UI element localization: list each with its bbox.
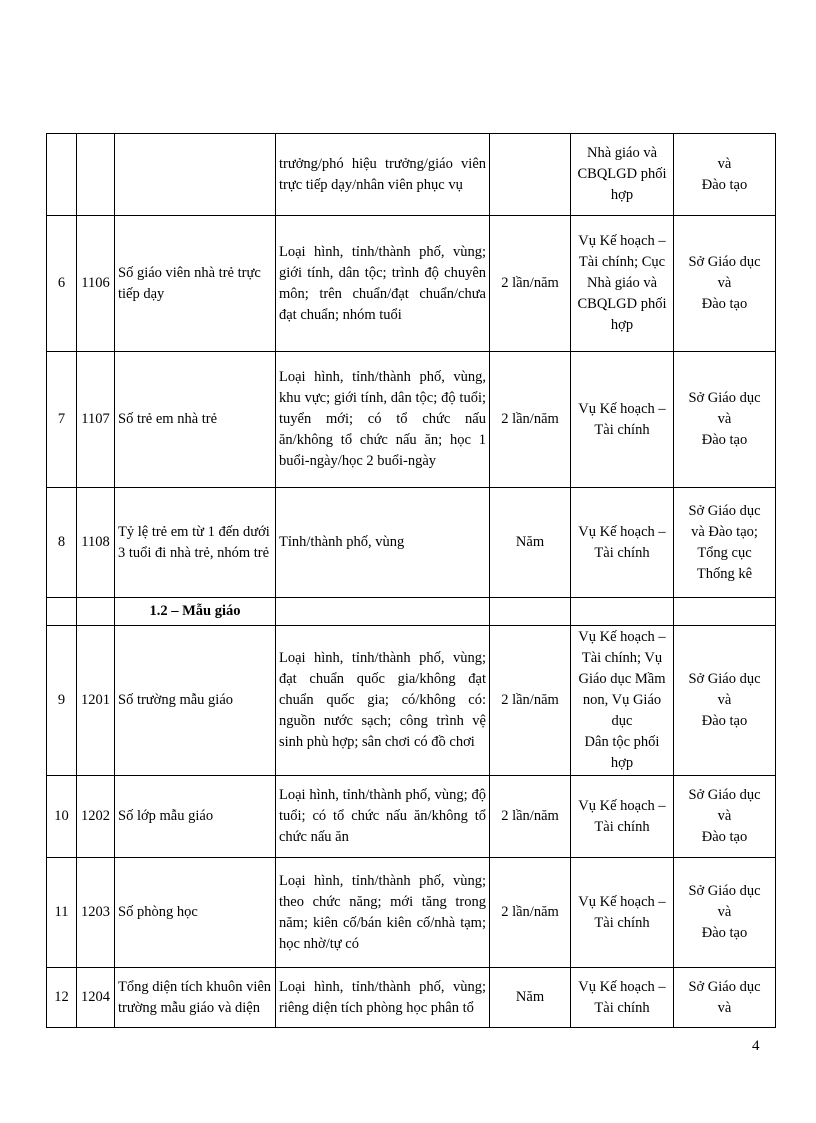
agency-line: Vụ Kế hoạch – bbox=[578, 978, 666, 995]
disaggregation-cell: Loại hình, tỉnh/thành phố, vùng; đạt chuẩn quốc gia/không đạt chuẩn quốc gia; có/không có: nguồn nước sạch; công trình vệ sinh phù hợp; sân chơi có đồ chơi bbox=[276, 626, 490, 776]
local-cell bbox=[674, 216, 776, 352]
local-line: Sở Giáo dục bbox=[688, 502, 761, 519]
disaggregation-cell: trưởng/phó hiệu trưởng/giáo viên trực tiếp dạy/nhân viên phục vụ bbox=[276, 134, 490, 216]
local-line: Sở Giáo dục bbox=[688, 390, 761, 406]
indicator-cell: Số lớp mẫu giáo bbox=[115, 776, 276, 858]
agency-line: Tài chính bbox=[594, 999, 650, 1016]
agency-cell bbox=[571, 858, 674, 968]
agency-line: Tài chính; Vụ bbox=[581, 650, 663, 666]
code-cell: 1202 bbox=[77, 776, 115, 858]
code-cell bbox=[77, 134, 115, 216]
agency-cell bbox=[571, 776, 674, 858]
local-line: Đào tạo bbox=[701, 829, 748, 845]
local-line: Sở Giáo dục bbox=[688, 671, 761, 687]
period-cell: 2 lần/năm bbox=[490, 626, 571, 776]
local-line: và bbox=[717, 275, 732, 291]
local-line: Sở Giáo dục bbox=[688, 787, 761, 803]
stt-cell bbox=[47, 134, 77, 216]
indicator-cell: Số trẻ em nhà trẻ bbox=[115, 352, 276, 488]
indicator-cell: Số giáo viên nhà trẻ trực tiếp dạy bbox=[115, 216, 276, 352]
period-cell: Năm bbox=[490, 488, 571, 598]
code-cell: 1204 bbox=[77, 968, 115, 1028]
agency-line: Vụ Kế hoạch – bbox=[578, 893, 666, 910]
agency-cell bbox=[571, 968, 674, 1028]
local-line: và Đào tạo; bbox=[691, 523, 758, 540]
local-line: và bbox=[717, 808, 732, 824]
local-line: Tổng cục bbox=[697, 544, 752, 561]
indicator-cell bbox=[115, 134, 276, 216]
table-row bbox=[47, 968, 776, 1028]
code-cell: 1107 bbox=[77, 352, 115, 488]
code-cell bbox=[77, 598, 115, 626]
stt-cell bbox=[47, 598, 77, 626]
local-line: và bbox=[717, 155, 732, 172]
agency-line: CBQLGD phối bbox=[577, 296, 667, 312]
stt-cell: 7 bbox=[47, 352, 77, 488]
agency-line: hợp bbox=[610, 317, 634, 333]
local-cell bbox=[674, 488, 776, 598]
table-row bbox=[47, 216, 776, 352]
local-cell bbox=[674, 598, 776, 626]
local-cell bbox=[674, 858, 776, 968]
code-cell: 1203 bbox=[77, 858, 115, 968]
local-cell bbox=[674, 776, 776, 858]
disaggregation-cell bbox=[276, 598, 490, 626]
local-cell bbox=[674, 626, 776, 776]
agency-cell bbox=[571, 626, 674, 776]
page-number: 4 bbox=[752, 1038, 760, 1054]
agency-line: Tài chính; Cục bbox=[578, 254, 666, 270]
agency-line: Tài chính bbox=[594, 544, 650, 561]
agency-line: non, Vụ Giáo dục bbox=[582, 692, 662, 729]
code-cell: 1106 bbox=[77, 216, 115, 352]
agency-cell bbox=[571, 598, 674, 626]
table-row bbox=[47, 488, 776, 598]
agency-line: Tài chính bbox=[594, 421, 650, 438]
disaggregation-cell: Loại hình, tỉnh/thành phố, vùng; riêng diện tích phòng học phân tổ bbox=[276, 968, 490, 1028]
local-line: Đào tạo bbox=[701, 432, 748, 448]
local-line: Sở Giáo dục bbox=[688, 254, 761, 270]
disaggregation-cell: Loại hình, tỉnh/thành phố, vùng; độ tuổi; có tổ chức nấu ăn/không tổ chức nấu ăn bbox=[276, 776, 490, 858]
agency-line: Vụ Kế hoạch – bbox=[578, 629, 666, 645]
agency-cell bbox=[571, 352, 674, 488]
agency-line: Vụ Kế hoạch – bbox=[578, 233, 666, 249]
section-title: 1.2 – Mẫu giáo bbox=[115, 598, 276, 626]
table-body bbox=[47, 134, 776, 1028]
agency-line: Tài chính bbox=[594, 818, 650, 835]
local-line: Sở Giáo dục bbox=[688, 883, 761, 899]
disaggregation-cell: Loại hình, tỉnh/thành phố, vùng; giới tính, dân tộc; trình độ chuyên môn; trên chuẩn/đạt chuẩn/chưa đạt chuẩn; nhóm tuổi bbox=[276, 216, 490, 352]
period-cell bbox=[490, 598, 571, 626]
table-row bbox=[47, 626, 776, 776]
period-cell: 2 lần/năm bbox=[490, 858, 571, 968]
indicator-cell: Tỷ lệ trẻ em từ 1 đến dưới 3 tuổi đi nhà trẻ, nhóm trẻ bbox=[115, 488, 276, 598]
local-line: và bbox=[717, 999, 732, 1016]
statistics-indicator-table bbox=[46, 133, 776, 1028]
local-line: Thống kê bbox=[696, 565, 753, 582]
agency-line: Dân tộc phối hợp bbox=[584, 734, 660, 771]
period-cell: 2 lần/năm bbox=[490, 776, 571, 858]
local-line: Đào tạo bbox=[701, 713, 748, 729]
period-cell: 2 lần/năm bbox=[490, 352, 571, 488]
stt-cell: 8 bbox=[47, 488, 77, 598]
local-cell bbox=[674, 968, 776, 1028]
disaggregation-cell: Loại hình, tỉnh/thành phố, vùng, khu vực; giới tính, dân tộc; độ tuổi; tuyển mới; có tổ chức nấu ăn/không tổ chức nấu ăn; học 1 buổi-ngày/học 2 buổi-ngày bbox=[276, 352, 490, 488]
agency-cell bbox=[571, 216, 674, 352]
period-cell bbox=[490, 134, 571, 216]
stt-cell: 9 bbox=[47, 626, 77, 776]
indicator-cell: Số trường mẫu giáo bbox=[115, 626, 276, 776]
agency-line: Nhà giáo và bbox=[586, 145, 658, 161]
agency-line: CBQLGD phối bbox=[577, 166, 667, 182]
code-cell: 1108 bbox=[77, 488, 115, 598]
table-row bbox=[47, 776, 776, 858]
stt-cell: 12 bbox=[47, 968, 77, 1028]
agency-line: Vụ Kế hoạch – bbox=[578, 523, 666, 540]
stt-cell: 11 bbox=[47, 858, 77, 968]
stt-cell: 6 bbox=[47, 216, 77, 352]
indicator-cell: Tổng diện tích khuôn viên trường mẫu giáo và diện bbox=[115, 968, 276, 1028]
period-cell: Năm bbox=[490, 968, 571, 1028]
agency-line: Vụ Kế hoạch – bbox=[578, 797, 666, 814]
agency-cell bbox=[571, 488, 674, 598]
table-row bbox=[47, 352, 776, 488]
agency-line: Giáo dục Mầm bbox=[578, 671, 666, 687]
local-line: và bbox=[717, 904, 732, 920]
local-cell bbox=[674, 134, 776, 216]
agency-line: Tài chính bbox=[594, 914, 650, 931]
disaggregation-cell: Loại hình, tỉnh/thành phố, vùng; theo chức năng; mới tăng trong năm; kiên cố/bán kiên cố/nhà tạm; học nhờ/tự có bbox=[276, 858, 490, 968]
table-row bbox=[47, 858, 776, 968]
local-line: Đào tạo bbox=[701, 925, 748, 941]
agency-cell bbox=[571, 134, 674, 216]
stt-cell: 10 bbox=[47, 776, 77, 858]
indicator-cell: Số phòng học bbox=[115, 858, 276, 968]
agency-line: Nhà giáo và bbox=[586, 275, 658, 291]
table-row bbox=[47, 134, 776, 216]
agency-line: hợp bbox=[610, 187, 634, 203]
local-line: Sở Giáo dục bbox=[688, 978, 761, 995]
section-row bbox=[47, 598, 776, 626]
local-line: và bbox=[717, 692, 732, 708]
local-line: và bbox=[717, 411, 732, 427]
period-cell: 2 lần/năm bbox=[490, 216, 571, 352]
code-cell: 1201 bbox=[77, 626, 115, 776]
disaggregation-cell: Tỉnh/thành phố, vùng bbox=[276, 488, 490, 598]
agency-line: Vụ Kế hoạch – bbox=[578, 400, 666, 417]
local-cell bbox=[674, 352, 776, 488]
local-line: Đào tạo bbox=[701, 296, 748, 312]
local-line: Đào tạo bbox=[701, 176, 748, 193]
